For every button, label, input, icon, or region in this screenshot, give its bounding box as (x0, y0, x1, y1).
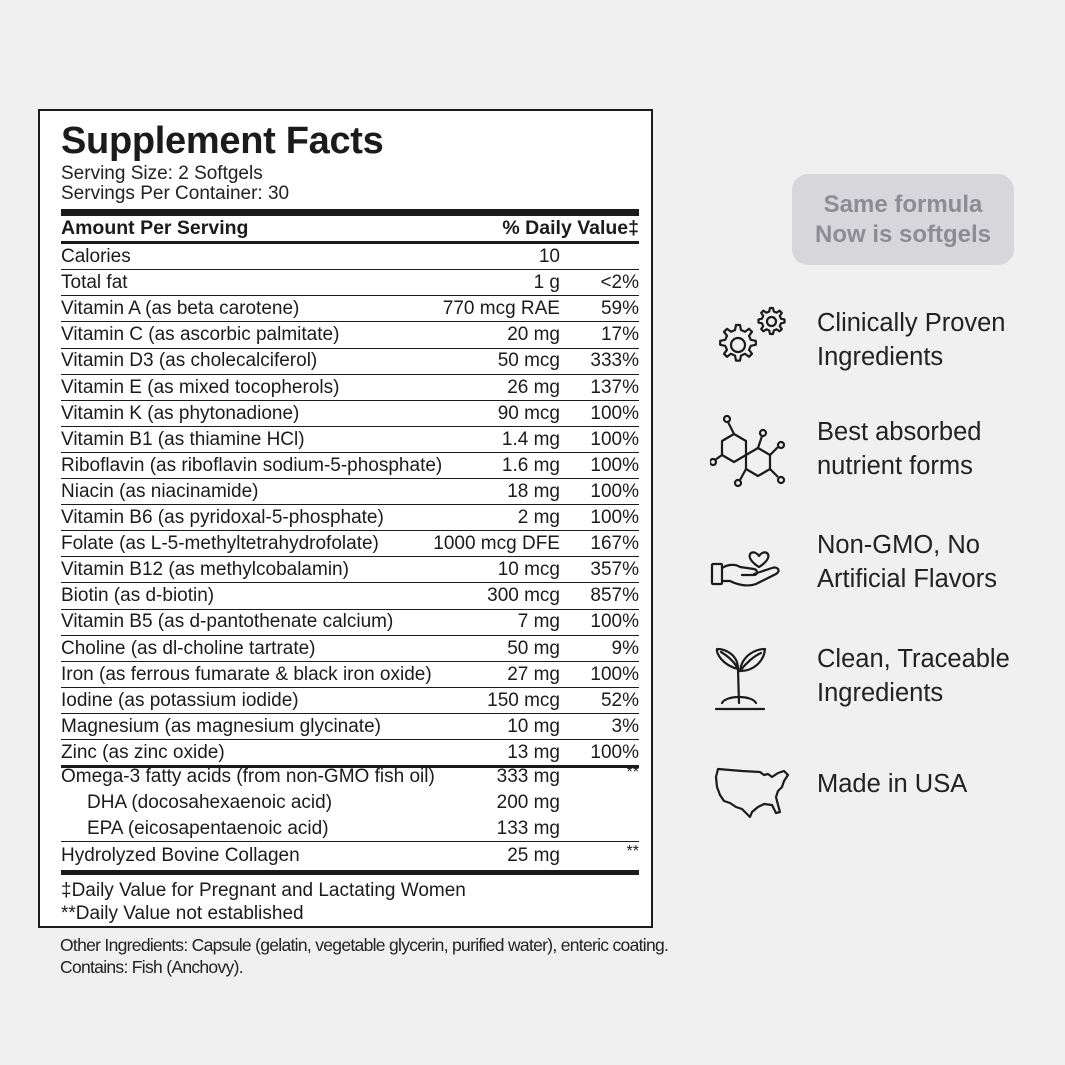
nutrient-name: Vitamin B6 (as pyridoxal-5-phosphate) (61, 507, 384, 528)
nutrient-dv: 100% (590, 480, 639, 502)
nutrient-amount: 25 mg (507, 845, 560, 866)
nutrient-amount: 2 mg (517, 507, 560, 528)
servings-per-container: Servings Per Container: 30 (61, 183, 290, 204)
footer-divider (61, 870, 639, 875)
nutrient-amount: 10 (538, 246, 560, 267)
nutrient-row (61, 531, 639, 557)
footnote-daily-value: ‡Daily Value for Pregnant and Lactating Women (61, 880, 466, 901)
nutrient-name: Hydrolyzed Bovine Collagen (61, 845, 300, 866)
nutrient-dv: 3% (611, 715, 639, 737)
nutrient-name: Vitamin D3 (as cholecalciferol) (61, 350, 318, 372)
nutrient-amount: 50 mcg (497, 350, 560, 372)
footnote-not-established: **Daily Value not established (61, 903, 304, 924)
feature-clean-traceable (817, 642, 1010, 710)
nutrient-amount: 13 mg (507, 741, 560, 763)
feature-line-1: Clinically Proven (817, 309, 1006, 337)
nutrient-dv: 100% (590, 611, 639, 633)
nutrient-row (61, 427, 639, 453)
nutrient-name: Magnesium (as magnesium glycinate) (61, 715, 381, 737)
feature-line-1: Non-GMO, No (817, 531, 980, 559)
nutrient-amount: 1000 mcg DFE (433, 533, 560, 555)
gears-icon (712, 302, 792, 382)
nutrient-name: EPA (eicosapentaenoic acid) (87, 818, 329, 839)
nutrient-dv: 167% (590, 533, 639, 555)
nutrient-row (61, 375, 639, 401)
nutrient-amount: 50 mg (507, 637, 560, 659)
nutrient-name: DHA (docosahexaenoic acid) (87, 792, 333, 813)
nutrient-row (61, 714, 639, 740)
nutrient-amount: 133 mg (496, 818, 560, 839)
header-amount-per-serving: Amount Per Serving (61, 217, 249, 239)
feature-made-in-usa (817, 767, 967, 801)
nutrient-row (61, 322, 639, 348)
nutrient-amount: 1 g (533, 272, 560, 294)
feature-line-1: Made in USA (817, 770, 968, 798)
nutrient-dv: ** (626, 843, 639, 860)
nutrient-row (61, 505, 639, 531)
nutrient-name: Iron (as ferrous fumarate & black iron oxide) (61, 663, 432, 685)
nutrient-name: Riboflavin (as riboflavin sodium-5-phosphate) (61, 454, 443, 476)
nutrient-amount: 26 mg (507, 376, 560, 398)
serving-size: Serving Size: 2 Softgels (61, 163, 263, 184)
feature-non-gmo (817, 528, 997, 596)
feature-line-1: Clean, Traceable (817, 645, 1010, 673)
usa-map-icon (712, 757, 792, 837)
nutrient-name: Vitamin B12 (as methylcobalamin) (61, 559, 349, 581)
nutrient-row (61, 401, 639, 427)
nutrient-dv: 100% (590, 741, 639, 763)
nutrient-amount: 18 mg (507, 480, 560, 502)
nutrient-dv: 100% (590, 428, 639, 450)
nutrient-name: Vitamin E (as mixed tocopherols) (61, 376, 340, 398)
omega-row (61, 764, 639, 790)
feature-clinically-proven (817, 306, 1006, 374)
badge-line-1: Same formula (823, 190, 983, 218)
nutrient-row (61, 557, 639, 583)
header-daily-value: % Daily Value‡ (502, 217, 639, 239)
nutrient-name: Iodine (as potassium iodide) (61, 689, 299, 711)
nutrient-name: Vitamin B1 (as thiamine HCl) (61, 428, 305, 450)
nutrient-amount: 300 mcg (487, 585, 560, 607)
nutrient-name: Vitamin A (as beta carotene) (61, 298, 300, 320)
nutrient-amount: 27 mg (507, 663, 560, 685)
nutrient-name: Niacin (as niacinamide) (61, 480, 259, 502)
epa-row (61, 816, 639, 842)
molecule-icon (710, 412, 790, 492)
nutrient-dv: <2% (600, 272, 639, 294)
nutrient-dv: 137% (590, 376, 639, 398)
nutrient-amount: 7 mg (517, 611, 560, 633)
nutrient-name: Zinc (as zinc oxide) (61, 741, 225, 763)
nutrient-dv: 333% (590, 350, 639, 372)
nutrient-row (61, 479, 639, 505)
feature-line-2: nutrient forms (817, 452, 973, 480)
thick-divider (61, 209, 639, 216)
nutrient-row (61, 453, 639, 479)
nutrient-row (61, 270, 639, 296)
nutrient-name: Omega-3 fatty acids (from non-GMO fish oil) (61, 766, 435, 787)
feature-best-absorbed (817, 415, 981, 483)
nutrient-amount: 150 mcg (487, 689, 560, 711)
facts-header-row (61, 216, 639, 240)
sprout-icon (712, 643, 792, 723)
nutrient-amount: 333 mg (496, 766, 560, 787)
nutrient-amount: 20 mg (507, 324, 560, 346)
nutrient-row (61, 244, 639, 270)
supplement-facts-panel (38, 109, 653, 928)
nutrient-amount: 1.4 mg (501, 428, 560, 450)
nutrient-row (61, 296, 639, 322)
nutrient-row (61, 348, 639, 374)
nutrient-dv: 52% (600, 689, 639, 711)
nutrient-amount: 1.6 mg (501, 454, 560, 476)
dha-row (61, 790, 639, 816)
softgel-badge (792, 174, 1014, 265)
facts-title: Supplement Facts (61, 120, 384, 162)
nutrient-dv: 17% (600, 324, 639, 346)
other-ingredients: Other Ingredients: Capsule (gelatin, vegetable glycerin, purified water), enteric coating. Contains: Fish (Anchovy). (60, 935, 669, 977)
feature-line-2: Ingredients (817, 679, 944, 707)
nutrient-name: Vitamin C (as ascorbic palmitate) (61, 324, 340, 346)
nutrient-row (61, 662, 639, 688)
collagen-row (61, 843, 639, 869)
supplement-facts-content (61, 111, 639, 926)
feature-line-1: Best absorbed (817, 418, 982, 446)
badge-line-2: Now is softgels (814, 220, 992, 248)
nutrient-amount: 10 mcg (497, 559, 560, 581)
nutrient-dv: 59% (600, 298, 639, 320)
nutrient-dv: ** (626, 764, 639, 781)
nutrient-amount: 10 mg (507, 715, 560, 737)
nutrient-amount: 770 mcg RAE (442, 298, 560, 320)
feature-line-2: Ingredients (817, 343, 944, 371)
nutrient-row (61, 636, 639, 662)
nutrient-dv: 100% (590, 454, 639, 476)
nutrient-amount: 90 mcg (497, 402, 560, 424)
nutrient-name: Vitamin K (as phytonadione) (61, 402, 300, 424)
nutrient-dv: 100% (590, 402, 639, 424)
nutrient-row (61, 688, 639, 714)
nutrient-dv: 100% (590, 663, 639, 685)
nutrient-dv: 100% (590, 507, 639, 528)
nutrient-dv: 857% (590, 585, 639, 607)
nutrient-dv: 357% (590, 559, 639, 581)
feature-line-2: Artificial Flavors (817, 565, 997, 593)
hand-heart-icon (708, 530, 788, 610)
nutrient-name: Biotin (as d-biotin) (61, 585, 215, 607)
nutrient-dv: 9% (611, 637, 639, 659)
nutrient-row (61, 740, 639, 766)
nutrient-row (61, 583, 639, 609)
nutrient-name: Choline (as dl-choline tartrate) (61, 637, 316, 659)
nutrient-amount: 200 mg (496, 792, 560, 813)
nutrient-row (61, 609, 639, 635)
nutrient-name: Folate (as L-5-methyltetrahydrofolate) (61, 533, 379, 555)
nutrient-name: Vitamin B5 (as d-pantothenate calcium) (61, 611, 394, 633)
nutrient-name: Calories (61, 246, 131, 267)
nutrient-name: Total fat (61, 272, 128, 294)
